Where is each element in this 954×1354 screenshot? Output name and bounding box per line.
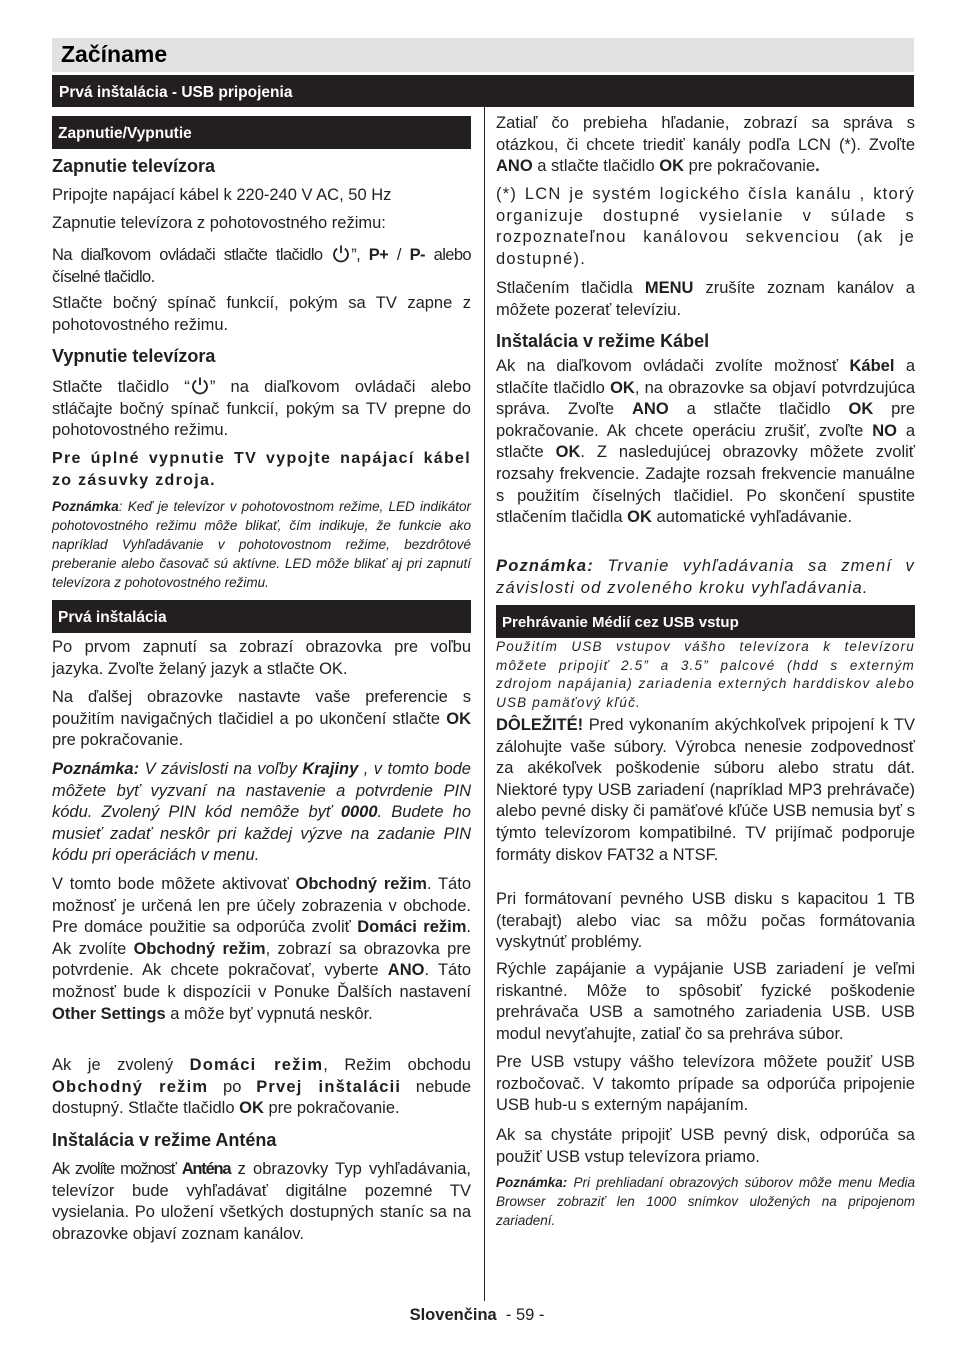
text: , v tomto bode môžete byť vyzvaní na nastavenie a potvrdenie PIN kódu. Zvolený PIN kód nemôže byť: [52, 760, 471, 822]
text: Krajiny: [302, 760, 359, 778]
section-title-bar: [52, 75, 914, 107]
text: OK: [555, 443, 581, 462]
heading-turn-off: Vypnutie televízora: [52, 346, 216, 366]
text: Trvanie vyhľadávania sa zmení v závislosti od zvoleného kroku vyhľadávania.: [496, 557, 915, 597]
page-title: Začíname: [61, 41, 168, 67]
paragraph: [52, 1055, 471, 1120]
text: Ak na diaľkovom ovládači zvolíte možnosť: [496, 357, 850, 375]
text: ANO: [496, 157, 533, 176]
text: P+: [368, 246, 389, 264]
text: , na obrazovke sa objaví potvrdzujúca správa. Zvoľte: [496, 378, 915, 419]
text: , Režim obchodu: [323, 1056, 471, 1074]
paragraph: Pripojte napájací kábel k 220-240 V AC, 50 Hz: [52, 186, 392, 204]
text: P-: [409, 246, 425, 264]
heading-antenna: Inštalácia v režime Anténa: [52, 1130, 277, 1150]
text: Stlačte tlačidlo “: [52, 378, 190, 396]
text: Zatiaľ čo prebieha hľadanie, zobrazí sa správa s otázkou, či chcete triediť kanály podľa LCN (*). Zvoľte: [496, 114, 915, 154]
paragraph: [52, 376, 471, 442]
text: automatické vyhľadávanie.: [651, 508, 853, 527]
text: Prvej inštalácii: [256, 1077, 402, 1096]
text: Domáci režim: [357, 918, 467, 937]
text: Pri prehliadaní obrazových súborov môže menu Media Browser zobraziť len 1000 snímkov uložených na pripojenom zariadení.: [496, 1175, 915, 1228]
text: Kábel: [849, 357, 895, 375]
page-number: - 59 -: [496, 1306, 545, 1324]
text: OK: [627, 508, 652, 527]
text: Obchodný režim: [133, 939, 266, 958]
paragraph: Rýchle zapájanie a vypájanie USB zariadení je veľmi riskantné. Môže to spôsobiť fyzické poškodenie prehrávača USB a samotného zariadenia USB. USB modul nevyťahujte, zatiaľ čo sa prehráva súbor.: [496, 960, 915, 1043]
text: nebude dostupný. Stlačte tlačidlo: [52, 1077, 471, 1118]
text: OK: [239, 1099, 264, 1118]
text: pre pokračovanie. Ak chcete operáciu zrušiť, zvoľte: [496, 400, 916, 440]
text: ANO: [387, 961, 425, 980]
text: ” na diaľkovom ovládači alebo stláčajte bočný spínač funkcií, pokým sa TV prepne do pohotovostného režimu.: [52, 378, 471, 440]
text: OK: [446, 709, 471, 728]
paragraph: Pri formátovaní pevného USB disku s kapacitou 1 TB (terabajt) alebo viac sa môžu počas formátovania vyskytnúť problémy.: [496, 890, 915, 952]
text: 0000: [340, 803, 378, 822]
paragraph: [496, 715, 915, 866]
column-divider: [484, 75, 485, 1301]
text: DÔLEŽITÉ!: [496, 716, 584, 734]
text: a môže byť vypnutá neskôr.: [165, 1004, 373, 1023]
text: Ak je zvolený: [52, 1056, 190, 1074]
page-title-bar: [52, 38, 914, 72]
text: /: [388, 246, 410, 264]
text: OK: [848, 400, 874, 419]
text: Obchodný režim: [295, 875, 427, 893]
footer-language: Slovenčina: [409, 1306, 497, 1324]
paragraph: [52, 1159, 471, 1245]
heading-cable: Inštalácia v režime Kábel: [496, 331, 710, 351]
paragraph: Ak sa chystáte pripojiť USB pevný disk, odporúča sa použiť USB vstup televízora priamo.: [496, 1126, 915, 1166]
text: MENU: [644, 279, 694, 297]
paragraph: [52, 687, 471, 752]
text: ”,: [351, 246, 369, 264]
text: pre pokračovanie.: [52, 731, 184, 750]
note-label: Poznámka:: [496, 1175, 568, 1190]
note-label: Poznámka: [52, 499, 119, 514]
text: Pred vykonaním akýchkoľvek pripojení k TV zálohujte vaše súbory. Výrobca nenesie zodpovednosť za akékoľvek poškodenie súboru alebo stratu dát. Niektoré typy USB zariadení (napríklad MP3 prehrávače) alebo pevné disky či pamäťové kľúče USB nemusia byť s týmto televízorom kompatibilné. TV prijímač podporuje formáty diskov FAT32 a NTSF.: [496, 716, 915, 864]
page-footer: [0, 1306, 954, 1325]
paragraph: (*) LCN je systém logického čísla kanálu , ktorý organizuje dostupné vysielanie v súlade s rozpoznateľnou kanálovou sekvenciou (ak je dostupné).: [496, 185, 915, 268]
text: V závislosti na voľby: [139, 760, 303, 778]
text: Anténa: [181, 1160, 231, 1178]
text: .: [815, 157, 820, 176]
paragraph: Pre USB vstupy vášho televízora môžete použiť USB rozbočovač. V takomto prípade sa odporúča pripojenie USB hub-u s externým napájaním.: [496, 1053, 915, 1115]
text: a stlačte: [496, 421, 916, 462]
subsection-bar-first-install: Prvá inštalácia: [52, 600, 471, 633]
paragraph: [496, 278, 915, 321]
paragraph: Stlačte bočný spínač funkcií, pokým sa TV zapne z pohotovostného režimu.: [52, 294, 471, 334]
text: . Z nasledujúcej obrazovky môžete zvoliť rozsahy frekvencie. Zadajte rozsah frekvencie manuálne s použitím číselných tlačidiel. Po skončení spustite stlačením tlačidla: [496, 443, 915, 527]
text: z obrazovky Typ vyhľadávania, televízor bude vyhľadávať digitálne pozemné TV vysielania. Po uložení všetkých dostupných staníc sa na obrazovke objaví zoznam kanálov.: [52, 1160, 471, 1243]
note: [496, 556, 915, 599]
subsection-bar-usb: Prehrávanie Médií cez USB vstup: [496, 605, 915, 638]
heading-turn-on: Zapnutie televízora: [52, 156, 216, 176]
text: po: [208, 1077, 257, 1096]
text: Domáci režim: [189, 1056, 324, 1074]
paragraph: [52, 874, 471, 1025]
text: zrušíte zoznam kanálov a môžete pozerať televíziu.: [496, 279, 915, 319]
text: . Táto možnosť bude k dispozícii v Ponuke Ďalších nastavení: [52, 961, 471, 1001]
text: pre pokračovanie: [683, 157, 816, 176]
paragraph-italic: Použitím USB vstupov vášho televízora k televízoru môžete pripojiť 2.5” a 3.5” palcové (hdd s externým zdrojom napájania) zariadenia externých harddiskov alebo USB pamäťový kľúč.: [496, 639, 915, 710]
paragraph: Po prvom zapnutí sa zobrazí obrazovka pre voľbu jazyka. Zvoľte želaný jazyk a stlačte OK.: [52, 638, 471, 678]
paragraph: [496, 113, 915, 178]
text: a stlačte tlačidlo: [532, 157, 660, 176]
note-label: Poznámka:: [496, 557, 594, 575]
note-label: Poznámka:: [52, 760, 140, 778]
text: Na ďalšej obrazovke nastavte vaše preferencie s použitím navigačných tlačidiel a po ukončení stlačte: [52, 688, 471, 728]
text: alebo číselné tlačidlo.: [52, 246, 471, 286]
text: NO: [872, 421, 897, 440]
text: V tomto bode môžete aktivovať: [52, 875, 296, 893]
note: [52, 497, 471, 592]
text: : Keď je televízor v pohotovostnom režime, LED indikátor pohotovostného režimu môže blikať, čím indikuje, že funkcie ako napríklad Vyhľadávanie v pohotovostnom režime, bezdrôtové preberanie alebo časovač sú aktívne. LED môže blikať aj pri zapnutí televízora z pohotovostného režimu.: [52, 499, 471, 590]
note: [52, 759, 471, 867]
power-icon: [331, 244, 351, 264]
text: Ak zvolíte možnosť: [52, 1160, 182, 1178]
text: Na diaľkovom ovládači stlačte tlačidlo: [52, 246, 332, 264]
text: OK: [610, 378, 635, 397]
text: pre pokračovanie.: [263, 1099, 400, 1118]
paragraph: [52, 244, 471, 288]
text: a stlačíte tlačidlo: [496, 357, 915, 397]
paragraph: [496, 356, 915, 529]
text: ANO: [632, 400, 669, 419]
subsection-bar-on-off: Zapnutie/Vypnutie: [52, 116, 471, 149]
text: a stlačte tlačidlo: [668, 400, 849, 419]
paragraph-bold: Pre úplné vypnutie TV vypojte napájací kábel zo zásuvky zdroja.: [52, 450, 471, 489]
text: . Budete ho musieť zadať neskôr pri každej výzve na zadanie PIN kódu pri operáciách v menu.: [52, 803, 471, 865]
text: Obchodný režim: [52, 1077, 209, 1096]
text: OK: [659, 157, 684, 176]
text: , zobrazí sa obrazovka pre potvrdenie. Ak chcete pokračovať, vyberte: [52, 939, 471, 980]
text: . Táto možnosť je určená len pre účely zobrazenia v obchode. Pre domáce použitie sa odporúča zvoliť: [52, 875, 471, 937]
paragraph: Zapnutie televízora z pohotovostného režimu:: [52, 214, 386, 232]
note: [496, 1173, 915, 1230]
section-title: Prvá inštalácia - USB pripojenia: [59, 84, 293, 101]
power-icon: [190, 376, 210, 396]
text: Stlačením tlačidla: [496, 279, 645, 297]
text: . Ak zvolíte: [52, 918, 471, 958]
text: Other Settings: [52, 1004, 166, 1023]
